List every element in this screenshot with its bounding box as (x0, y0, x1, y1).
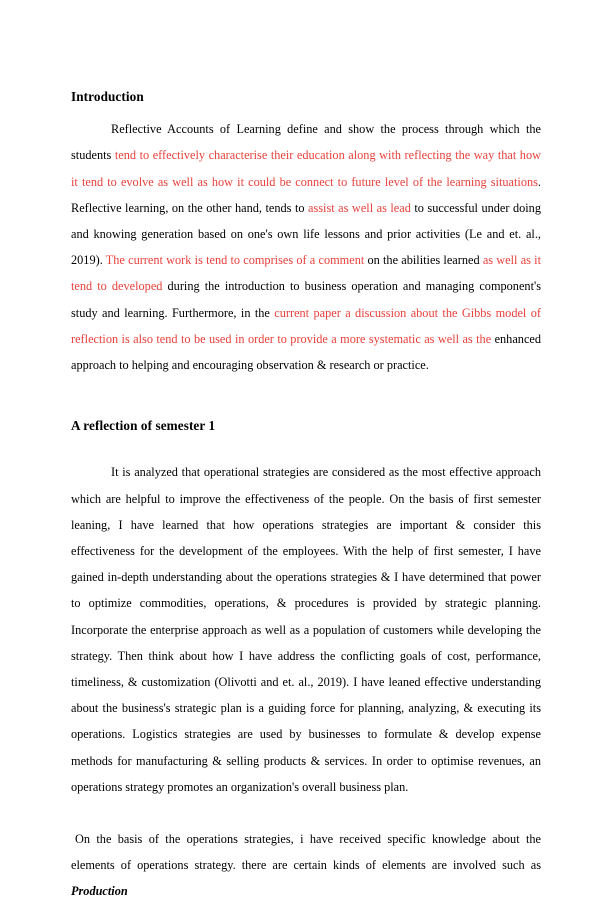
highlighted-text-run: as well as it tend to developed (71, 253, 541, 294)
section-heading-reflection-semester-1: A reflection of semester 1 (71, 418, 216, 434)
text-run: It is analyzed that operational strategies are considered as the most effective approach which are helpful to improve the effectiveness of the people. On the basis of first semester leaning, I have learned that how operations strategies are important & consider this effectiveness for the development of the employees. With the help of first semester, I have gained in-depth understanding about the operations strategies & I have determined that power to optimize commodities, operations, & procedures is provided by strategic planning. Incorporate the enterprise approach as well as a population of customers while developing the strategy. Then think about how I have address the conflicting goals of cost, performance, timeliness, & customization (Olivotti and et. al., 2019). I have leaned effective understanding about the business's strategic plan is a guiding force for planning, analyzing, & executing its operations. Logistics strategies are used by businesses to formulate & develop expense methods for manufacturing & selling products & services. In order to optimise revenues, an operations strategy promotes an organization's overall business plan. (71, 465, 541, 794)
document-content (71, 88, 541, 905)
paragraph-semester1-2 (71, 826, 541, 905)
text-run: to successful under doing and knowing generation based on one's own life lessons and prior activities (Le and et. al., 2019). (71, 200, 541, 268)
text-run: during the introduction to business operation and managing component's study and learning. Furthermore, in the (71, 279, 541, 320)
emphasized-term: Production (71, 884, 128, 899)
text-run: on the abilities learned (364, 253, 483, 268)
text-run: Reflective Accounts of Learning define and show the process through which the students (71, 122, 541, 163)
section-spacer (71, 434, 541, 459)
paragraph-introduction-1 (71, 116, 541, 378)
text-run: On the basis of the operations strategies, i have received specific knowledge about the elements of operations strategy. there are certain kinds of elements are involved such as (71, 831, 541, 873)
text-run: . Reflective learning, on the other hand, tends to (71, 174, 541, 215)
highlighted-text-run: tend to effectively characterise their education along with reflecting the way that how it tend to evolve as well as how it could be connect to future level of the learning situations (71, 148, 541, 189)
text-run: enhanced approach to helping and encouraging observation & research or practice. (71, 331, 542, 372)
highlighted-text-run: assist as well as lead (308, 200, 411, 215)
section-heading-introduction: Introduction (71, 89, 144, 104)
highlighted-text-run: current paper a discussion about the Gibbs model of reflection is also tend to be used in order to provide a more systematic as well as the (71, 305, 541, 346)
highlighted-text-run: The current work is tend to comprises of a comment (105, 253, 365, 268)
paragraph-semester1-1 (71, 459, 541, 800)
